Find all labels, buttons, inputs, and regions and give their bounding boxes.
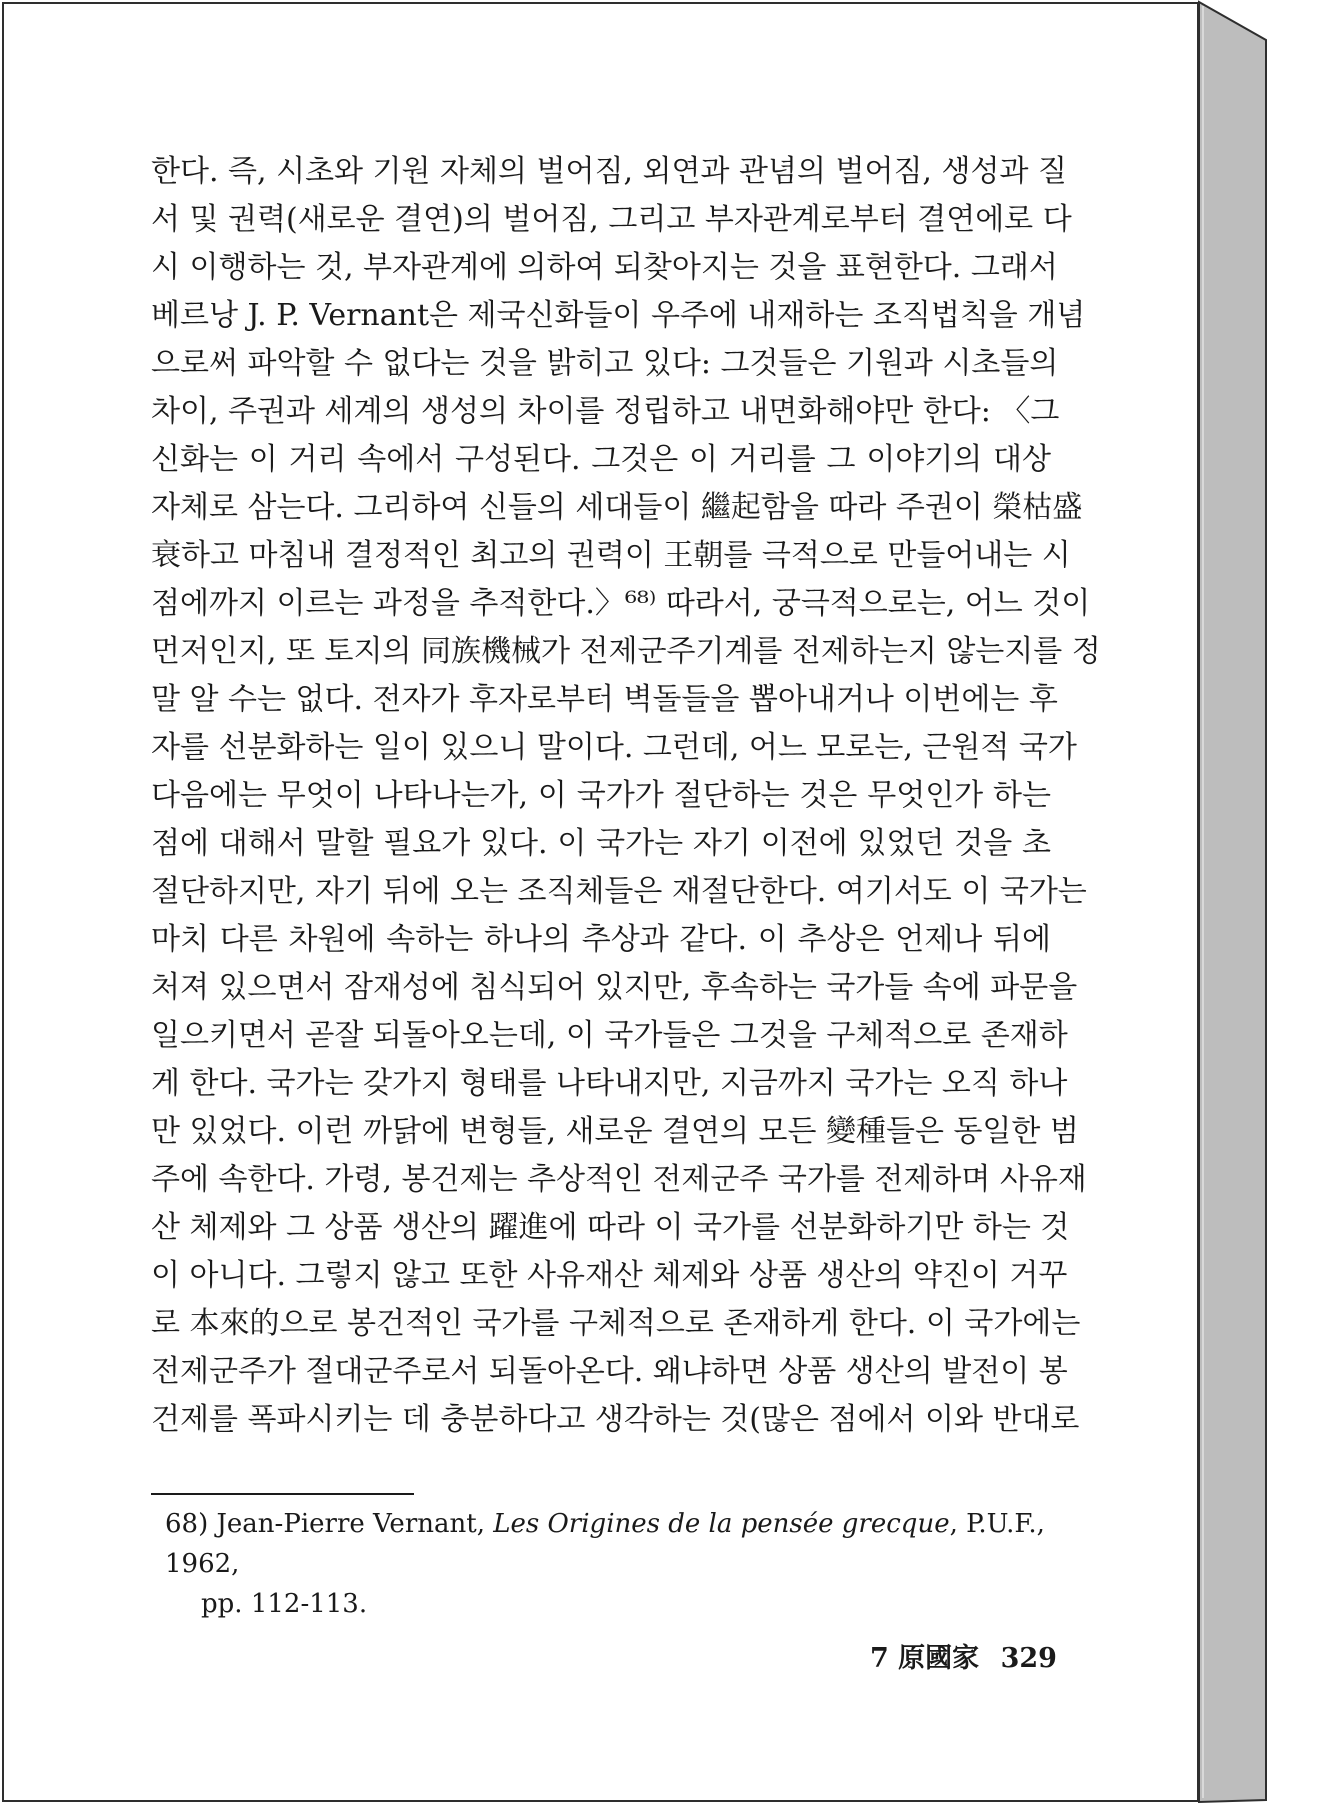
page-folio — [870, 1636, 1069, 1675]
body-line: 으로써 파악할 수 없다는 것을 밝히고 있다: 그것들은 기원과 시초들의 — [151, 346, 1059, 381]
body-line: 서 및 권력(새로운 결연)의 벌어짐, 그리고 부자관계로부터 결연에로 다 — [151, 202, 1072, 237]
page-number: 329 — [1000, 1643, 1057, 1674]
body-line: 먼저인지, 또 토지의 同族機械가 전제군주기계를 전제하는지 않는지를 정 — [151, 634, 1101, 669]
footnote-pages: pp. 112-113. — [201, 1589, 368, 1619]
body-line: 자체로 삼는다. 그리하여 신들의 세대들이 繼起함을 따라 주권이 榮枯盛 — [151, 490, 1083, 525]
body-line: 로 本來的으로 봉건적인 국가를 구체적으로 존재하게 한다. 이 국가에는 — [151, 1306, 1081, 1341]
body-line: 시 이행하는 것, 부자관계에 의하여 되찾아지는 것을 표현한다. 그래서 — [151, 250, 1058, 285]
body-line: 마치 다른 차원에 속하는 하나의 추상과 같다. 이 추상은 언제나 뒤에 — [151, 922, 1051, 957]
body-line: 신화는 이 거리 속에서 구성된다. 그것은 이 거리를 그 이야기의 대상 — [151, 442, 1051, 477]
footnote-publisher: , P.U.F., 1962, — [165, 1509, 1045, 1579]
footnote-line — [165, 1504, 1065, 1584]
footnote-separator — [151, 1493, 414, 1495]
body-line: 자를 선분화하는 일이 있으니 말이다. 그런데, 어느 모로는, 근원적 국가 — [151, 730, 1077, 765]
body-line: 처져 있으면서 잠재성에 침식되어 있지만, 후속하는 국가들 속에 파문을 — [151, 970, 1078, 1005]
body-line: 전제군주가 절대군주로서 되돌아온다. 왜냐하면 상품 생산의 발전이 봉 — [151, 1354, 1068, 1389]
body-line: 衰하고 마침내 결정적인 최고의 권력이 王朝를 극적으로 만들어내는 시 — [151, 538, 1071, 573]
body-line: 이 아니다. 그렇지 않고 또한 사유재산 체제와 상품 생산의 약진이 거꾸 — [151, 1258, 1068, 1293]
body-line: 산 체제와 그 상품 생산의 躍進에 따라 이 국가를 선분화하기만 하는 것 — [151, 1210, 1070, 1245]
body-line: 건제를 폭파시키는 데 충분하다고 생각하는 것(많은 점에서 이와 반대로 — [151, 1402, 1080, 1437]
body-line: 한다. 즉, 시초와 기원 자체의 벌어짐, 외연과 관념의 벌어짐, 생성과 질 — [151, 154, 1067, 189]
body-line: 차이, 주권과 세계의 생성의 차이를 정립하고 내면화해야만 한다: 〈그 — [151, 394, 1060, 429]
footnote — [165, 1504, 1065, 1624]
running-footer-chapter: 7 原國家 — [870, 1643, 980, 1674]
footnote-author: Jean-Pierre Vernant, — [216, 1509, 485, 1539]
body-line: 점에 대해서 말할 필요가 있다. 이 국가는 자기 이전에 있었던 것을 초 — [151, 826, 1051, 861]
body-line: 절단하지만, 자기 뒤에 오는 조직체들은 재절단한다. 여기서도 이 국가는 — [151, 874, 1087, 909]
body-line: 베르낭 J. P. Vernant은 제국신화들이 우주에 내재하는 조직법칙을 개념 — [151, 298, 1086, 333]
footnote-title: Les Origines de la pensée grecque — [493, 1509, 950, 1539]
body-line: 점에까지 이르는 과정을 추적한다.〉⁶⁸⁾ 따라서, 궁극적으로는, 어느 것이 — [151, 586, 1091, 621]
body-line: 다음에는 무엇이 나타나는가, 이 국가가 절단하는 것은 무엇인가 하는 — [151, 778, 1051, 813]
body-line: 게 한다. 국가는 갖가지 형태를 나타내지만, 지금까지 국가는 오직 하나 — [151, 1066, 1068, 1101]
footnote-number: 68) — [165, 1509, 209, 1539]
body-text — [151, 148, 1101, 1444]
body-line: 말 알 수는 없다. 전자가 후자로부터 벽돌들을 뽑아내거나 이번에는 후 — [151, 682, 1058, 717]
body-line: 주에 속한다. 가령, 봉건제는 추상적인 전제군주 국가를 전제하며 사유재 — [151, 1162, 1087, 1197]
body-line: 만 있었다. 이런 까닭에 변형들, 새로운 결연의 모든 變種들은 동일한 범 — [151, 1114, 1079, 1149]
body-line: 일으키면서 곧잘 되돌아오는데, 이 국가들은 그것을 구체적으로 존재하 — [151, 1018, 1068, 1053]
